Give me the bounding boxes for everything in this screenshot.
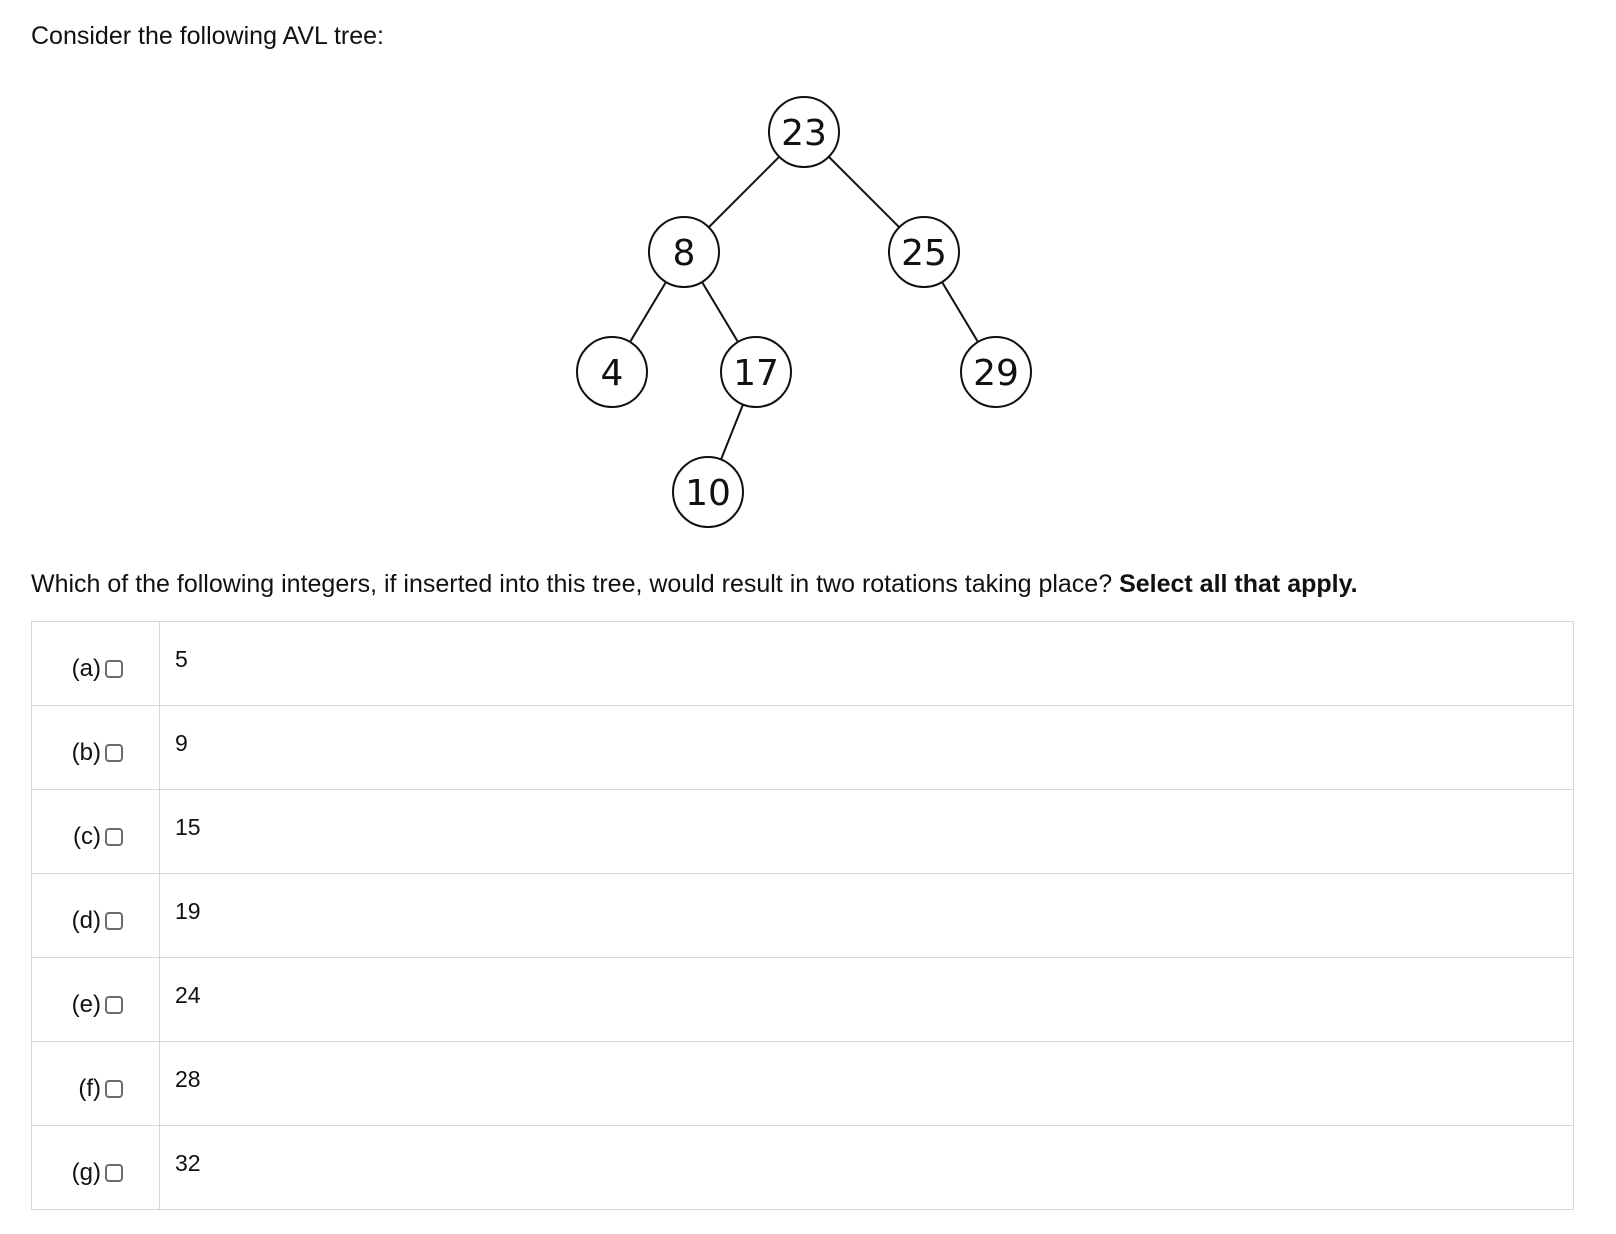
- option-row-d: [32, 874, 1574, 958]
- option-g-checkbox[interactable]: [105, 1164, 123, 1182]
- tree-node-23: [769, 97, 839, 167]
- tree-node-4: [577, 337, 647, 407]
- option-letter: (g): [71, 1159, 101, 1186]
- tree-node-17-label: 17: [733, 353, 779, 394]
- option-value: 19: [175, 898, 201, 924]
- option-letter: (b): [71, 739, 101, 766]
- tree-edges: [612, 132, 996, 492]
- question-emphasis: Select all that apply.: [1119, 570, 1358, 598]
- tree-node-10-label: 10: [685, 473, 731, 514]
- option-e-checkbox[interactable]: [105, 996, 123, 1014]
- tree-node-25: [889, 217, 959, 287]
- question-text: [31, 568, 1358, 600]
- tree-node-8: [649, 217, 719, 287]
- tree-node-25-label: 25: [901, 233, 947, 274]
- option-value: 9: [175, 730, 188, 756]
- option-letter: (c): [73, 823, 101, 850]
- option-value: 5: [175, 646, 188, 672]
- option-letter: (a): [71, 655, 101, 682]
- tree-node-29-label: 29: [973, 353, 1019, 394]
- option-letter: (f): [78, 1075, 101, 1102]
- option-row-a: [32, 622, 1574, 706]
- tree-node-4-label: 4: [600, 353, 624, 394]
- option-letter: (e): [71, 991, 101, 1018]
- tree-node-17: [721, 337, 791, 407]
- option-row-e: [32, 958, 1574, 1042]
- option-a-checkbox[interactable]: [105, 660, 123, 678]
- avl-tree-diagram: [0, 0, 1616, 560]
- question-body: Which of the following integers, if inserted into this tree, would result in two rotations taking place?: [31, 570, 1113, 598]
- option-value: 24: [175, 982, 201, 1008]
- option-letter: (d): [71, 907, 101, 934]
- tree-node-23-label: 23: [781, 113, 827, 154]
- tree-node-8-label: 8: [672, 233, 696, 274]
- option-c-checkbox[interactable]: [105, 828, 123, 846]
- option-row-b: [32, 706, 1574, 790]
- option-b-checkbox[interactable]: [105, 744, 123, 762]
- option-value: 28: [175, 1066, 201, 1092]
- option-d-checkbox[interactable]: [105, 912, 123, 930]
- tree-node-29: [961, 337, 1031, 407]
- options-table: [31, 621, 1574, 1210]
- option-f-checkbox[interactable]: [105, 1080, 123, 1098]
- tree-node-10: [673, 457, 743, 527]
- option-row-g: [32, 1126, 1574, 1210]
- option-value: 15: [175, 814, 201, 840]
- option-row-c: [32, 790, 1574, 874]
- intro-text: Consider the following AVL tree:: [31, 22, 384, 50]
- option-row-f: [32, 1042, 1574, 1126]
- option-value: 32: [175, 1150, 201, 1176]
